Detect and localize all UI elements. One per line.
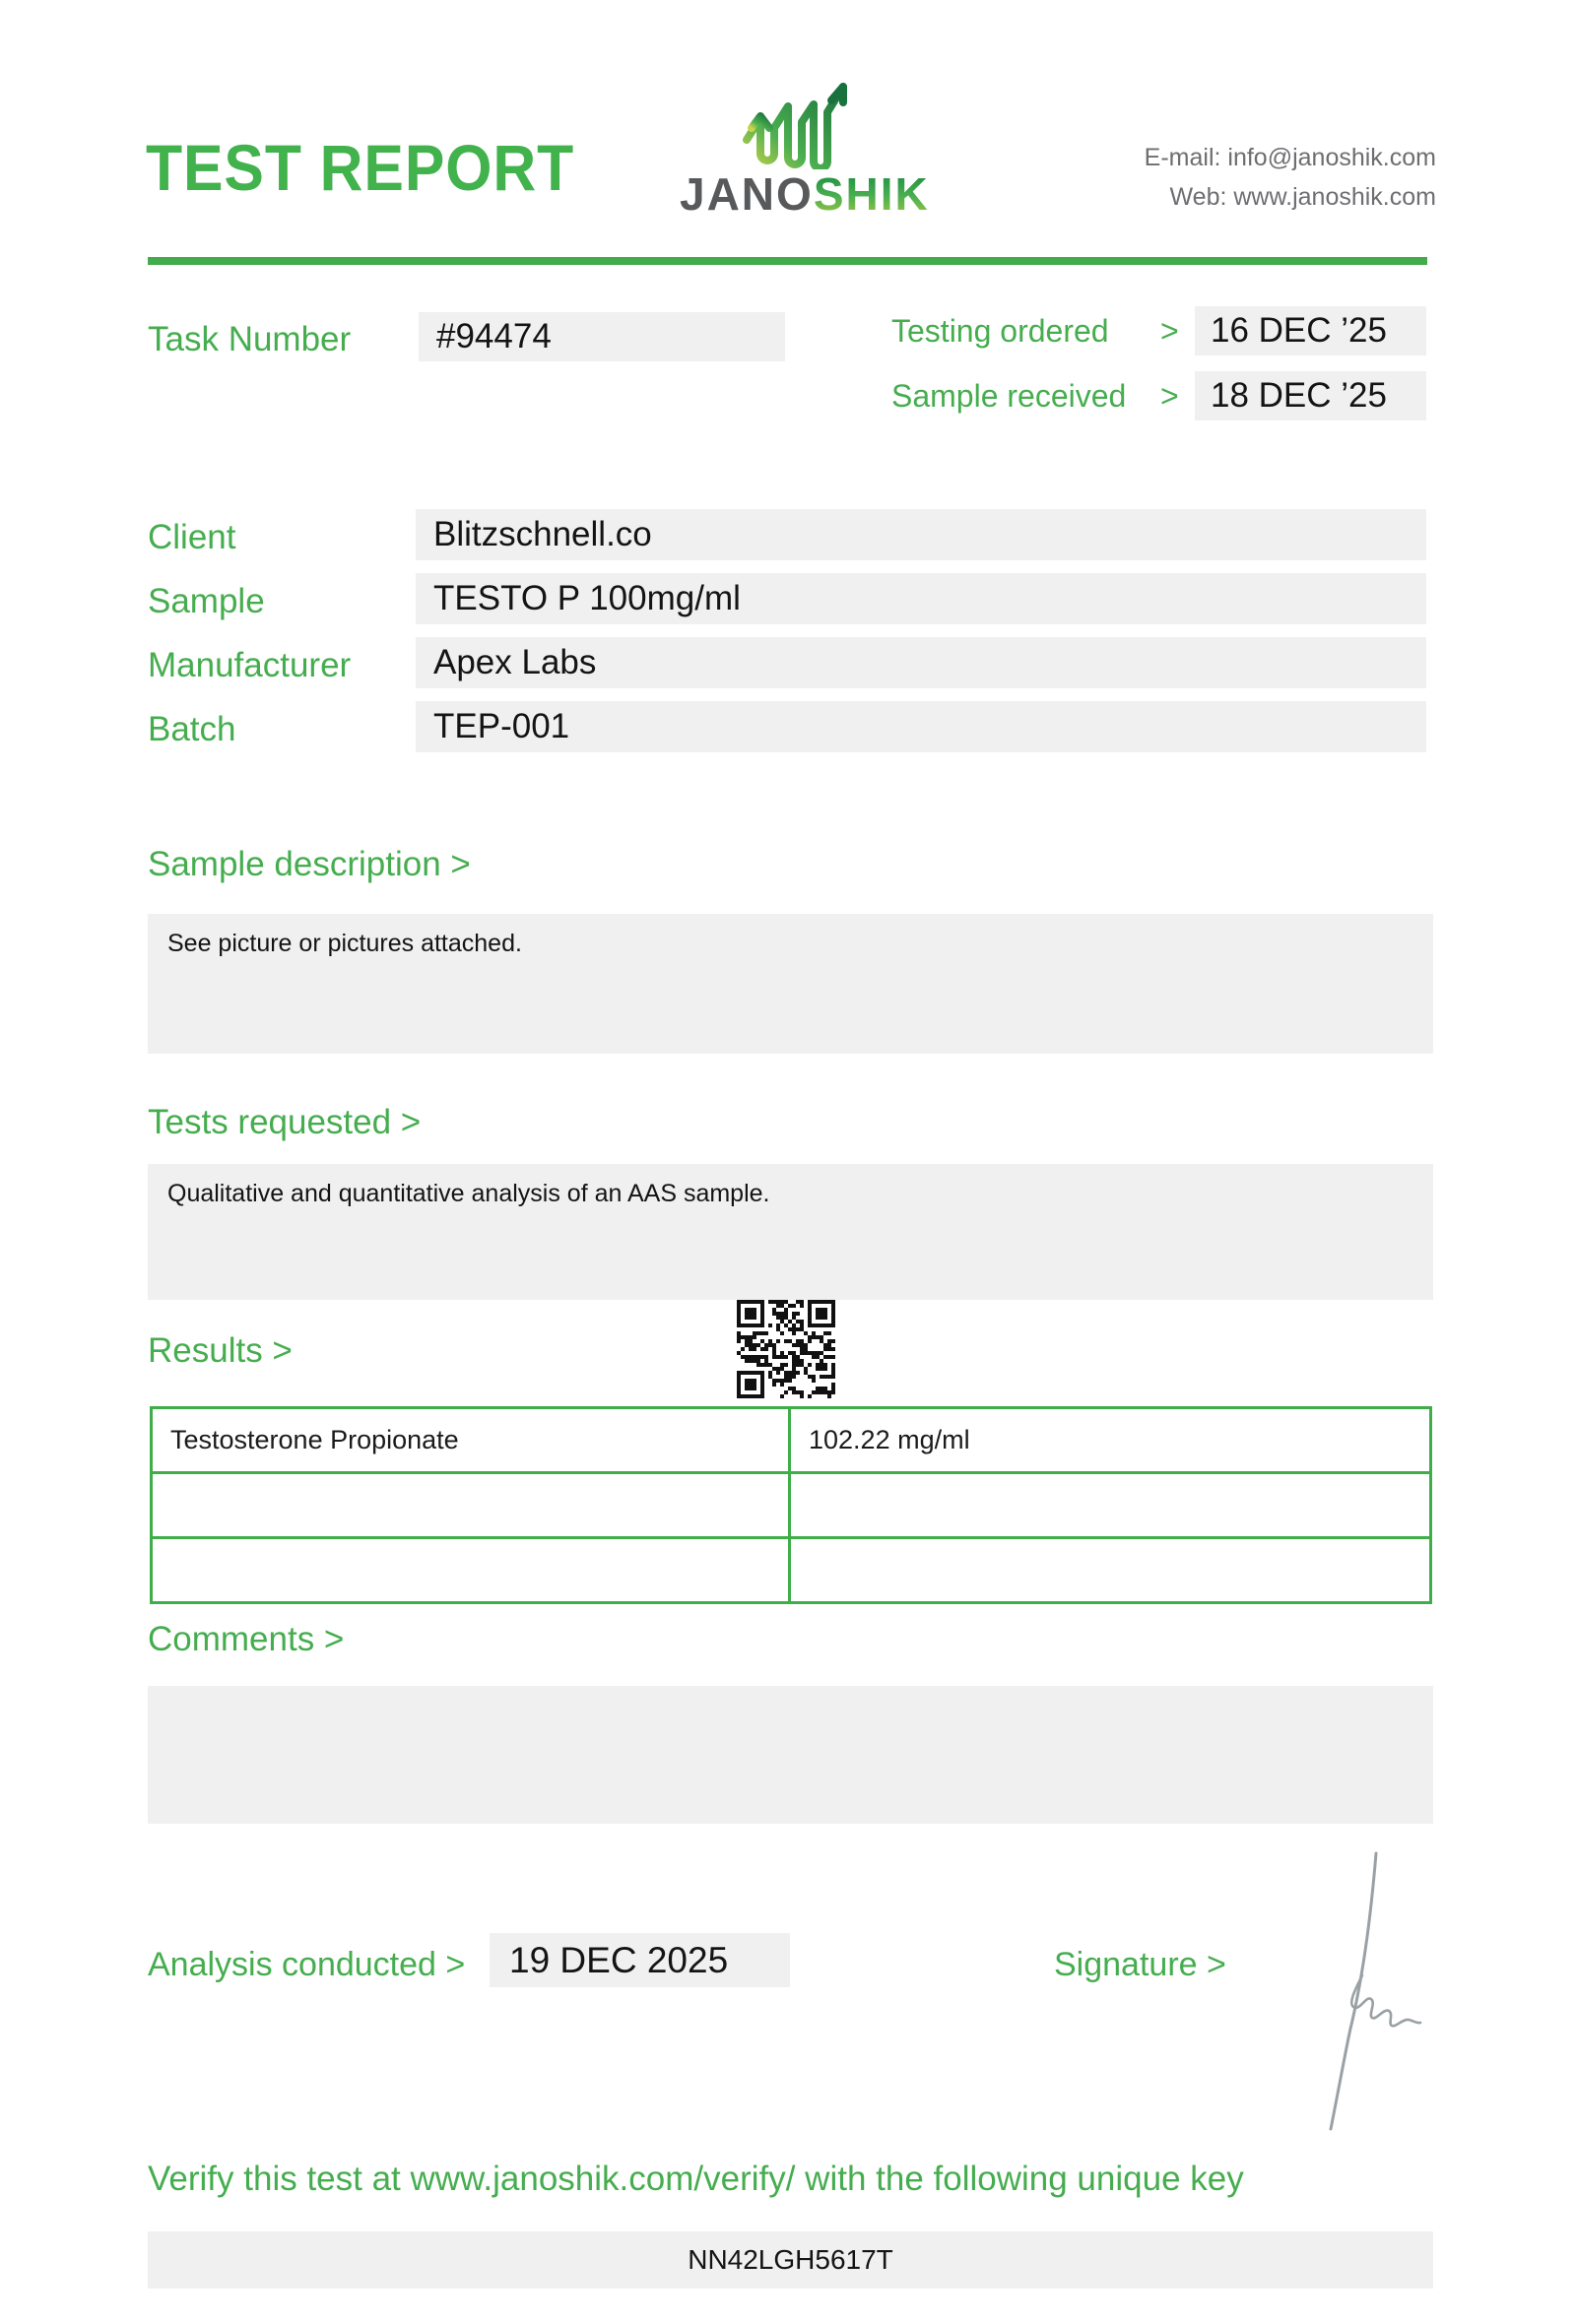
table-row: [153, 1536, 1429, 1601]
sample-description-box: [148, 914, 1433, 1054]
manufacturer-value: Apex Labs: [416, 637, 1426, 688]
testing-ordered-value: 16 DEC ’25: [1195, 306, 1426, 355]
page-title: TEST REPORT: [146, 131, 575, 204]
sample-description-text: See picture or pictures attached.: [167, 930, 522, 957]
sample-value: TESTO P 100mg/ml: [416, 573, 1426, 624]
analysis-conducted-value: 19 DEC 2025: [490, 1933, 790, 1987]
qr-code: [737, 1300, 835, 1398]
batch-value: TEP-001: [416, 701, 1426, 752]
sample-description-heading: Sample description >: [148, 845, 471, 883]
results-table: [150, 1406, 1432, 1604]
result-value: [788, 1539, 1429, 1601]
results-heading: Results >: [148, 1331, 293, 1370]
brand-name-right: SHIK: [813, 168, 930, 220]
brand-logo: [680, 167, 930, 221]
task-number-label: Task Number: [148, 320, 352, 358]
brand-name-left: JANO: [680, 168, 814, 220]
header-divider: [148, 257, 1427, 265]
growth-chart-icon: [741, 79, 849, 174]
comments-box: [148, 1686, 1433, 1824]
result-analyte: Testosterone Propionate: [170, 1425, 459, 1454]
verify-key: NN42LGH5617T: [148, 2231, 1433, 2289]
result-analyte: [153, 1539, 788, 1601]
comments-heading: Comments >: [148, 1620, 345, 1658]
tests-requested-box: [148, 1164, 1433, 1300]
handwritten-signature: [1276, 1849, 1428, 2140]
client-label: Client: [148, 518, 236, 556]
task-number-value: #94474: [419, 312, 785, 361]
client-value: Blitzschnell.co: [416, 509, 1426, 560]
testing-ordered-label: Testing ordered: [891, 313, 1109, 349]
verify-instruction: Verify this test at www.janoshik.com/verify/ with the following unique key: [148, 2160, 1244, 2198]
signature-label: Signature >: [1054, 1946, 1226, 1983]
sample-received-value: 18 DEC ’25: [1195, 371, 1426, 420]
result-value: 102.22 mg/ml: [788, 1409, 1429, 1471]
tests-requested-text: Qualitative and quantitative analysis of an AAS sample.: [167, 1180, 770, 1207]
result-analyte: [153, 1474, 788, 1536]
table-row: [153, 1471, 1429, 1536]
result-value: [788, 1474, 1429, 1536]
sample-label: Sample: [148, 582, 265, 620]
batch-label: Batch: [148, 710, 236, 748]
contact-web: Web: www.janoshik.com: [1169, 183, 1436, 211]
sample-received-label: Sample received: [891, 378, 1127, 414]
contact-info: [1145, 138, 1436, 217]
analysis-conducted-label: Analysis conducted >: [148, 1946, 466, 1983]
table-row: [153, 1409, 1429, 1471]
tests-requested-heading: Tests requested >: [148, 1103, 422, 1141]
testing-ordered-arrow: >: [1160, 313, 1179, 349]
manufacturer-label: Manufacturer: [148, 646, 352, 684]
sample-received-arrow: >: [1160, 378, 1179, 414]
contact-email: E-mail: info@janoshik.com: [1144, 144, 1436, 171]
